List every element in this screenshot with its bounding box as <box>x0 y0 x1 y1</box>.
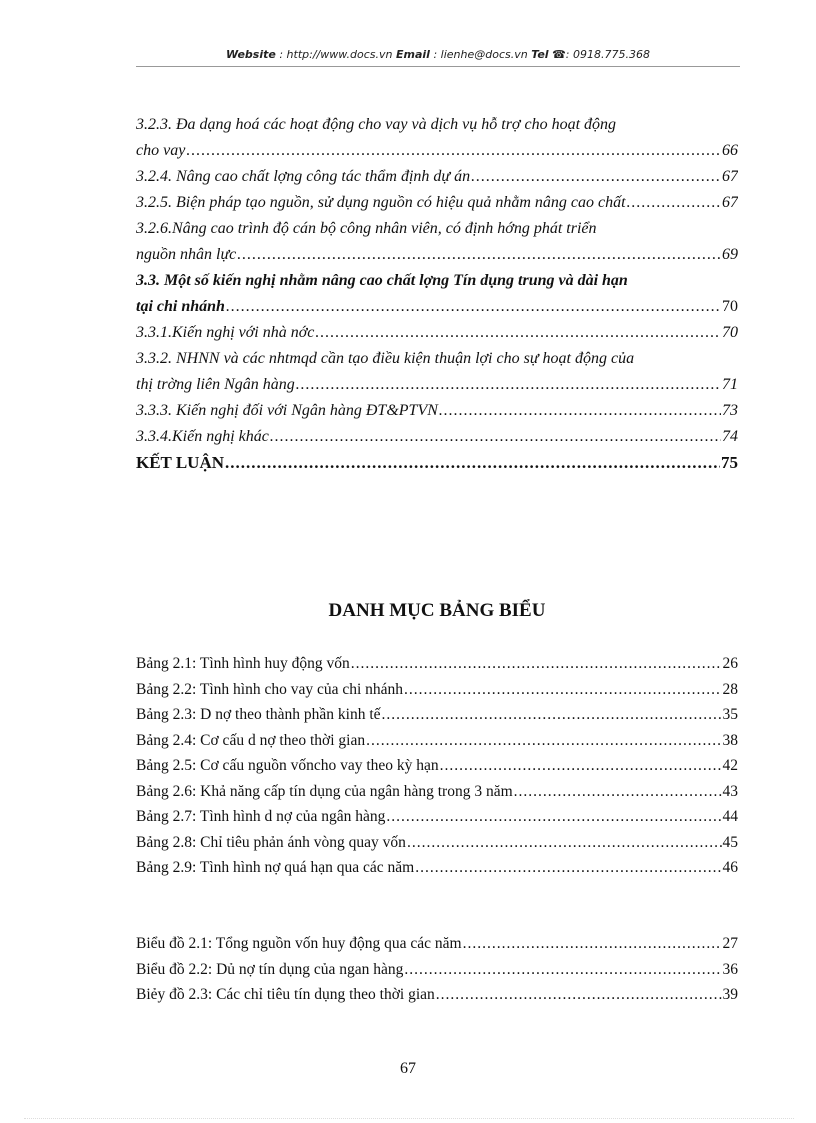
toc-entry-conclusion[interactable]: KẾT LUẬN ..... 75 <box>136 450 738 476</box>
tel-label: Tel <box>531 48 549 61</box>
page-number: 67 <box>400 1060 416 1077</box>
list-of-tables-title: DANH MỤC BẢNG BIỂU <box>328 600 546 621</box>
toc-entry[interactable]: 3.3.4.Kiến nghị khác ..... 74 <box>136 424 738 450</box>
toc-entry[interactable]: nguồn nhân lực ..... 69 <box>136 242 738 268</box>
toc-section <box>136 112 738 476</box>
table-entry[interactable]: Bảng 2.9: Tình hình nợ quá hạn qua các năm ..... 46 <box>136 855 738 881</box>
chart-entry[interactable]: Biẻy đồ 2.3: Các chỉ tiêu tín dụng theo thời gian ..... 39 <box>136 982 738 1008</box>
chart-entry[interactable]: Biểu đồ 2.1: Tổng nguồn vốn huy động qua các năm ..... 27 <box>136 931 738 957</box>
toc-line: 3.2.3. Đa dạng hoá các hoạt động cho vay và dịch vụ hỗ trợ cho hoạt động <box>136 116 617 133</box>
table-entry[interactable]: Bảng 2.4: Cơ cấu d nợ theo thời gian ..... 38 <box>136 728 738 754</box>
table-entry[interactable]: Bảng 2.8: Chỉ tiêu phản ánh vòng quay vốn ..... 45 <box>136 830 738 856</box>
toc-line: 3.3. Một số kiến nghị nhằm nâng cao chất lợng Tín dụng trung và dài hạn <box>136 272 628 289</box>
email-value[interactable]: : lienhe@docs.vn <box>433 48 528 61</box>
toc-entry[interactable]: tại chi nhánh ..... 70 <box>136 294 738 320</box>
table-entry[interactable]: Bảng 2.7: Tình hình d nợ của ngân hàng ..... 44 <box>136 804 738 830</box>
toc-entry[interactable]: 3.3.3. Kiến nghị đối với Ngân hàng ĐT&PTVN ..... 73 <box>136 398 738 424</box>
website-label: Website <box>226 48 276 61</box>
bottom-divider <box>24 1118 794 1119</box>
toc-entry[interactable]: cho vay ..... 66 <box>136 138 738 164</box>
website-url[interactable]: : http://www.docs.vn <box>279 48 393 61</box>
toc-entry[interactable]: thị trờng liên Ngân hàng ..... 71 <box>136 372 738 398</box>
tel-value: ☎: 0918.775.368 <box>552 48 650 61</box>
charts-list <box>136 931 738 1008</box>
table-entry[interactable]: Bảng 2.6: Khả năng cấp tín dụng của ngân hàng trong 3 năm ..... 43 <box>136 779 738 805</box>
toc-line: 3.2.6.Nâng cao trình độ cán bộ công nhân viên, có định hớng phát triển <box>136 220 597 237</box>
table-entry[interactable]: Bảng 2.3: D nợ theo thành phần kinh tế ..... 35 <box>136 702 738 728</box>
table-entry[interactable]: Bảng 2.2: Tình hình cho vay của chi nhánh ..... 28 <box>136 677 738 703</box>
toc-entry[interactable]: 3.3.1.Kiến nghị với nhà nớc ..... 70 <box>136 320 738 346</box>
email-label: Email <box>396 48 430 61</box>
chart-entry[interactable]: Biểu đồ 2.2: Dủ nợ tín dụng của ngan hàng ..... 36 <box>136 957 738 983</box>
tables-list <box>136 651 738 881</box>
table-entry[interactable]: Bảng 2.1: Tình hình huy động vốn ..... 26 <box>136 651 738 677</box>
table-entry[interactable]: Bảng 2.5: Cơ cấu nguồn vốncho vay theo kỳ hạn ..... 42 <box>136 753 738 779</box>
header-divider <box>136 66 740 67</box>
toc-entry[interactable]: 3.2.5. Biện pháp tạo nguồn, sử dụng nguồn có hiệu quả nhằm nâng cao chất ..... 67 <box>136 190 738 216</box>
page-header <box>136 48 740 61</box>
toc-line: 3.3.2. NHNN và các nhtmqd cần tạo điều kiện thuận lợi cho sự hoạt động của <box>136 350 635 367</box>
toc-entry[interactable]: 3.2.4. Nâng cao chất lợng công tác thẩm định dự án ..... 67 <box>136 164 738 190</box>
